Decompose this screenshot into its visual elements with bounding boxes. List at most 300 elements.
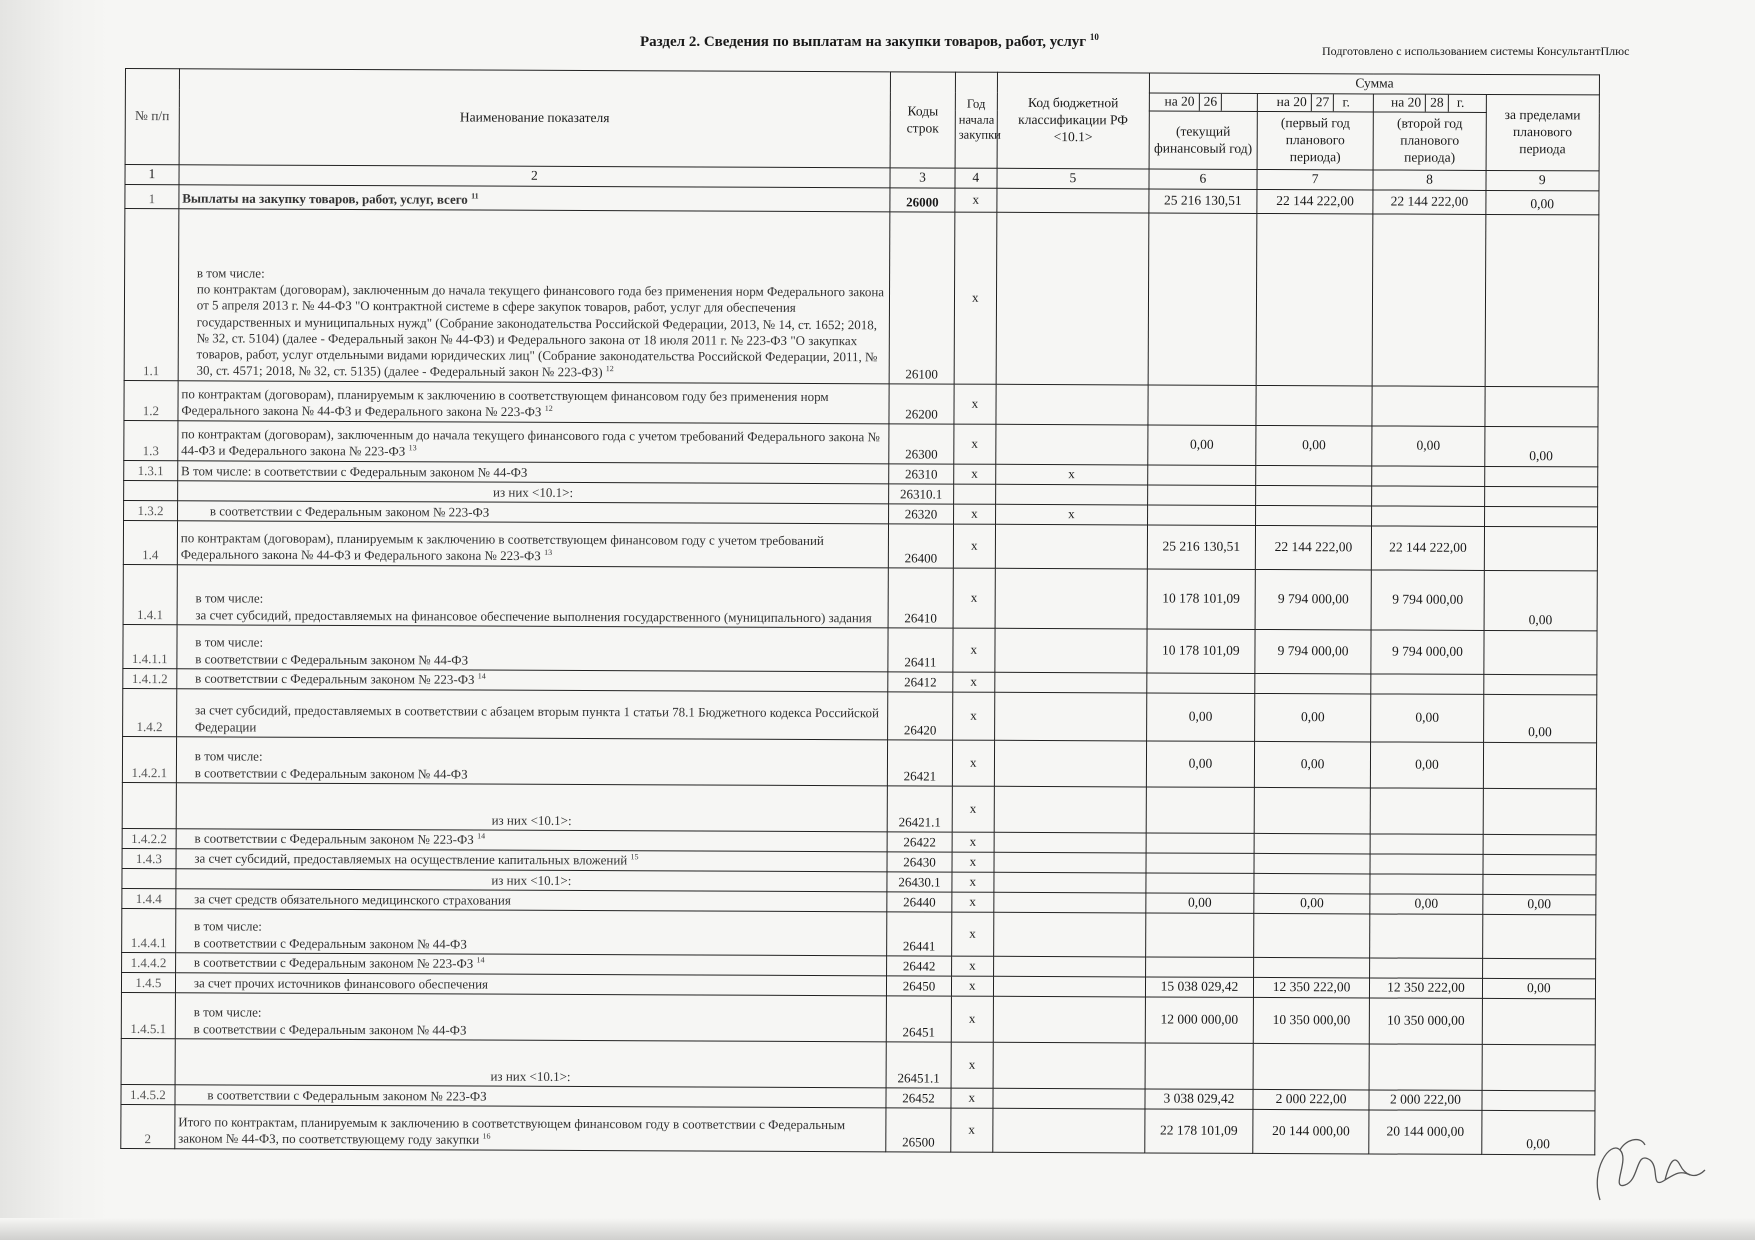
kbk-cell [996,212,1149,385]
col-kbk-header: Код бюджетной классификации РФ <10.1> [997,72,1150,169]
sum-plan-year-2: 20 144 000,00 [1369,1110,1481,1154]
sum-plan-year-1: 12 350 222,00 [1253,977,1370,998]
indicator-name-text: в том числе: в соответствии с Федеральным законом № 44-ФЗ [193,1004,467,1038]
sum-beyond-plan: 0,00 [1485,190,1599,214]
sum-plan-year-2: 9 794 000,00 [1371,570,1483,630]
scan-shadow-bottom [0,1218,1755,1240]
year-3-value: 28 [1426,95,1449,112]
sum-current-year: 3 038 029,42 [1145,1089,1253,1109]
sum-plan-year-2: 22 144 222,00 [1373,190,1485,214]
year-start-cell: x [954,424,996,464]
col-index-9: 9 [1486,170,1599,190]
sum-plan-year-2 [1369,1044,1481,1090]
row-number: 1.4.1.1 [123,624,177,668]
kbk-cell [994,628,1147,673]
sum-plan-year-1 [1253,1043,1370,1090]
footnote-ref: 13 [544,548,553,558]
signature-icon [1580,1130,1710,1210]
indicator-name-text: в том числе: в соответствии с Федеральным законом № 44-ФЗ [193,918,467,952]
year-start-cell: x [951,1088,993,1108]
sum-beyond-plan [1484,486,1597,506]
col-index-2: 2 [179,165,890,188]
sum-current-year: 12 000 000,00 [1145,997,1253,1043]
scan-shadow-left [0,0,110,1240]
indicator-name-text: в том числе: в соответствии с Федеральным законом № 44-ФЗ [194,748,468,782]
sum-current-year [1148,485,1256,505]
table-row [123,564,1597,630]
row-code: 26100 [889,212,955,384]
sum-plan-year-1 [1255,673,1372,694]
year-start-cell: x [952,912,994,956]
sum-plan-year-1: 10 350 000,00 [1253,997,1370,1044]
indicator-name-text: в том числе: в соответствии с Федеральным законом № 44-ФЗ [195,634,469,668]
sum-plan-year-2: 9 794 000,00 [1371,630,1483,674]
row-code: 26430 [887,852,952,872]
table-row [122,908,1596,958]
year-start-cell: x [952,740,994,786]
sum-current-year [1147,673,1255,693]
row-number: 1.4.4.1 [122,908,176,952]
sum-plan-year-2 [1372,486,1484,506]
row-code: 26430.1 [887,872,952,892]
indicator-name [177,521,888,568]
sum-current-year: 25 216 130,51 [1149,189,1257,213]
year-start-cell: x [955,188,997,212]
sum-current-year: 0,00 [1146,893,1254,913]
row-code: 26422 [887,832,952,852]
indicator-name-text: в соответствии с Федеральным законом № 223-ФЗ [207,1086,487,1104]
sum-current-year [1148,465,1256,485]
sum-plan-year-1 [1254,833,1371,854]
row-number: 1.3.1 [124,460,178,480]
sum-beyond-plan [1482,958,1595,978]
table-row [123,624,1597,674]
row-number [124,480,178,500]
table-row [121,1038,1595,1090]
sum-plan-year-1: 0,00 [1254,893,1371,914]
sum-current-year: 25 216 130,51 [1147,525,1255,569]
footnote-ref: 16 [482,1131,491,1141]
sum-beyond-plan [1483,854,1596,874]
kbk-cell [993,1088,1146,1109]
indicator-name-text: за счет субсидий, предоставляемых на осуществление капитальных вложений [194,850,628,868]
sum-plan-year-2: 0,00 [1371,742,1483,788]
table-row [121,992,1595,1044]
indicator-name [177,565,888,628]
row-code: 26411 [888,628,953,672]
section-title-text: Раздел 2. Сведения по выплатам на закупки товаров, работ, услуг [640,34,1087,50]
row-code: 26450 [886,976,951,996]
row-number: 1.4.4 [122,888,176,908]
year-start-cell: x [952,852,994,872]
section-title [640,32,1099,51]
sum-beyond-plan [1483,674,1596,694]
kbk-cell [993,976,1146,997]
table-row [122,736,1596,788]
sum-plan-year-1: 0,00 [1254,741,1371,788]
sum-plan-year-1 [1254,853,1371,874]
row-code: 26451.1 [886,1042,951,1088]
year-1-desc: (текущий финансовый год) [1149,111,1257,169]
kbk-cell: x [995,464,1148,485]
indicator-name-text: в соответствии с Федеральным законом № 223-ФЗ [195,670,475,688]
year-start-cell: x [951,1108,993,1152]
title-footnote: 10 [1089,32,1099,42]
year-3-suffix: г. [1456,94,1465,110]
prepared-note: Подготовлено с использованием системы КонсультантПлюс [1322,44,1630,58]
row-code: 26440 [887,892,952,912]
row-number: 1.4.2.2 [122,828,176,848]
sum-plan-year-2 [1372,466,1484,486]
row-number: 1.4.4.2 [122,952,176,972]
indicator-name-text: за счет прочих источников финансового обеспечения [193,974,489,992]
sum-plan-year-2 [1370,958,1482,978]
sum-beyond-plan [1484,526,1598,570]
indicator-name-text: из них <10.1>: [491,812,572,828]
kbk-cell [993,996,1146,1043]
year-1-value: 26 [1200,94,1223,111]
row-code: 26300 [889,424,954,464]
sum-plan-year-1: 20 144 000,00 [1253,1109,1370,1154]
sum-plan-year-1: 0,00 [1256,425,1373,466]
sum-current-year: 22 178 101,09 [1145,1109,1253,1153]
table-row [124,208,1599,386]
col-index-8: 8 [1373,170,1485,190]
year-start-cell: x [952,872,994,892]
row-number [122,782,176,828]
sum-plan-year-1 [1256,213,1373,386]
col-index-6: 6 [1149,169,1257,189]
indicator-name-text: из них <10.1>: [493,484,574,500]
indicator-name [178,381,889,424]
year-start-cell: x [954,464,996,484]
year-2-prefix: на 20 [1273,94,1312,111]
indicator-name [178,209,890,384]
indicator-name [175,1039,886,1088]
row-code: 26451 [886,996,951,1042]
sum-plan-year-2 [1372,386,1484,426]
footnote-ref: 13 [408,443,417,453]
indicator-name-text: в соответствии с Федеральным законом № 223-ФЗ [194,830,474,848]
kbk-cell [994,692,1147,741]
row-number: 1.2 [124,380,178,420]
kbk-cell [995,424,1148,465]
kbk-cell [993,912,1146,957]
col-index-7: 7 [1257,169,1374,189]
sum-beyond-plan: 0,00 [1482,894,1595,914]
table-row [122,782,1596,834]
row-number [121,1038,175,1084]
year-start-cell: x [952,832,994,852]
row-code: 26410 [888,568,953,628]
indicator-name-text: по контрактам (договорам), планируемым к заключению в соответствующем финансовом году без применения норм Федерального закона № 44-ФЗ и Федерального закона № 223-ФЗ [181,386,829,420]
sum-plan-year-1 [1253,913,1370,958]
sum-beyond-plan: 0,00 [1481,1110,1595,1154]
sum-plan-year-2: 12 350 222,00 [1370,978,1482,998]
table-row [124,380,1598,426]
indicator-name-text: Выплаты на закупку товаров, работ, услуг, всего [182,190,468,208]
row-code: 26320 [889,504,954,524]
kbk-cell [995,568,1148,629]
row-number: 1.4.1.2 [123,668,177,688]
year-2-suffix: г. [1342,94,1350,110]
year-1-suffix [1222,94,1246,111]
kbk-cell [993,892,1146,913]
sum-plan-year-1 [1255,465,1372,486]
sum-beyond-plan: 0,00 [1484,426,1598,466]
row-code: 26452 [886,1088,951,1108]
row-code: 26400 [888,524,953,568]
sum-current-year [1146,913,1254,957]
sum-plan-year-1: 9 794 000,00 [1255,629,1372,674]
row-number: 1.4.5.1 [121,992,175,1038]
sum-current-year [1146,787,1254,833]
sum-plan-year-2 [1371,788,1483,834]
indicator-name [175,1105,886,1152]
indicator-name [179,185,890,212]
kbk-cell [992,1108,1145,1153]
indicator-name [176,783,887,832]
col-name-header: Наименование показателя [179,69,891,168]
year-start-cell: x [952,892,994,912]
row-code: 26412 [888,672,953,692]
sum-current-year [1145,1043,1253,1089]
row-number: 1.1 [124,208,179,380]
year-start-cell: x [952,976,994,996]
footnote-ref: 12 [605,364,614,374]
row-number: 1.4.3 [122,848,176,868]
year-1-prefix: на 20 [1160,94,1199,111]
sum-current-year: 0,00 [1148,425,1256,465]
indicator-name-text: в соответствии с Федеральным законом № 223-ФЗ [209,502,490,520]
sum-beyond-plan [1483,630,1597,674]
row-code: 26200 [889,384,954,424]
sum-plan-year-1 [1255,485,1372,506]
row-number [122,868,176,888]
indicator-name-text: по контрактам (договорам), планируемым к заключению в соответствующем финансовом году с учетом требований Федерального закона № 44-ФЗ и Федерального закона № 223-ФЗ [180,530,824,564]
year-start-cell: x [954,212,996,384]
year-2-header [1257,93,1374,112]
sum-plan-year-1 [1254,787,1371,834]
row-number: 1.4.2.1 [122,736,176,782]
sum-plan-year-1 [1256,385,1373,426]
sum-plan-year-2 [1371,674,1483,694]
sum-beyond-plan [1482,1044,1596,1090]
footnote-ref: 11 [471,191,479,201]
kbk-cell [994,672,1147,693]
row-code: 26310 [889,464,954,484]
sum-plan-year-1 [1254,873,1371,894]
row-code: 26000 [890,188,955,212]
sum-plan-year-2: 0,00 [1370,894,1482,914]
year-3-prefix: на 20 [1387,95,1426,112]
sum-beyond-plan: 0,00 [1484,570,1598,630]
sum-plan-year-2 [1370,854,1482,874]
row-code: 26442 [887,956,952,976]
year-start-cell: x [952,956,994,976]
row-number: 1.4.5.2 [121,1084,175,1104]
indicator-name-text: по контрактам (договорам), заключенным до начала текущего финансового года с учетом требований Федерального закона № 44-ФЗ и Федерального закона № 223-ФЗ [181,426,881,459]
col-code-header: Коды строк [890,72,955,168]
sum-plan-year-2 [1370,874,1482,894]
row-number: 2 [121,1104,175,1148]
col-index-4: 4 [955,168,997,188]
indicator-name-text: В том числе: в соответствии с Федеральным законом № 44-ФЗ [181,462,528,480]
sum-beyond-plan [1482,1090,1595,1110]
sum-current-year [1146,873,1254,893]
kbk-cell [994,740,1147,787]
col-num-header: № п/п [125,69,179,165]
kbk-cell [996,188,1149,213]
indicator-name [177,625,888,672]
sum-plan-year-2 [1373,214,1486,386]
kbk-cell [993,956,1146,977]
sum-beyond-plan [1485,214,1599,386]
sum-beyond-plan [1482,998,1596,1044]
year-start-cell: x [953,568,995,628]
sum-beyond-plan [1484,466,1597,486]
year-start-cell: x [953,672,995,692]
row-code: 26421.1 [887,786,952,832]
table-body [121,184,1599,1154]
table-row [123,688,1597,742]
kbk-cell [993,1042,1146,1089]
year-start-cell: x [951,996,993,1042]
sum-plan-year-2: 2 000 222,00 [1369,1090,1481,1110]
kbk-cell [995,524,1148,569]
indicator-name-text: из них <10.1>: [491,872,572,888]
sum-plan-year-1: 0,00 [1254,693,1371,742]
year-1-header [1149,93,1257,111]
indicator-name [175,993,886,1042]
row-code: 26500 [886,1108,951,1152]
table-row [124,420,1598,466]
sum-beyond-plan: 0,00 [1482,978,1595,998]
sum-current-year: 10 178 101,09 [1147,569,1255,629]
footnote-ref: 15 [630,852,639,862]
row-code: 26310.1 [889,484,954,504]
footnote-ref: 14 [477,671,486,681]
year-start-cell: x [954,504,996,524]
row-code: 26421 [887,740,952,786]
col-index-3: 3 [890,168,955,188]
year-2-value: 27 [1312,94,1335,111]
sum-beyond-plan [1483,742,1597,788]
sum-current-year: 0,00 [1147,693,1255,741]
indicator-name [175,909,886,956]
col-sum-header: Сумма [1149,73,1599,95]
sum-beyond-plan [1483,834,1596,854]
row-code: 26441 [887,912,952,956]
sum-current-year [1148,505,1256,525]
year-2-desc: (первый год планового периода) [1257,111,1374,170]
sum-plan-year-2: 10 350 000,00 [1370,998,1482,1044]
row-number: 1.4 [123,520,177,564]
sum-beyond-plan [1483,788,1597,834]
sum-current-year [1148,213,1256,385]
col-index-5: 5 [997,168,1150,189]
table-row [123,520,1597,570]
table-header [125,69,1599,191]
row-number: 1.4.2 [123,688,177,736]
sum-plan-year-2: 22 144 222,00 [1372,526,1484,570]
sum-plan-year-1: 2 000 222,00 [1253,1089,1370,1110]
footnote-ref: 14 [476,955,485,965]
col-beyond-header: за пределами планового периода [1486,94,1600,170]
table-row [121,1104,1595,1154]
year-start-cell: x [953,628,995,672]
year-start-cell: x [951,1042,993,1088]
indicator-name [178,421,889,464]
sum-plan-year-2: 0,00 [1371,694,1483,742]
col-index-1: 1 [125,165,179,185]
kbk-cell [995,484,1148,505]
kbk-cell: x [995,504,1148,525]
year-start-cell: x [953,692,995,740]
kbk-cell [996,384,1149,425]
indicator-name-text: из них <10.1>: [490,1068,571,1084]
footnote-ref: 12 [544,404,553,414]
indicator-name-text: Итого по контрактам, планируемым к заключению в соответствующем финансовом году в соответствии с Федеральным законом № 44-ФЗ, по соответствующему году закупки [178,1114,846,1148]
year-3-header [1374,94,1486,112]
footnote-ref: 14 [477,831,486,841]
indicator-name-text: за счет средств обязательного медицинского страхования [194,890,511,908]
row-number: 1 [125,184,179,208]
sum-plan-year-1: 22 144 222,00 [1255,525,1372,570]
sum-current-year [1146,833,1254,853]
payments-table [120,68,1600,1155]
sum-beyond-plan: 0,00 [1483,694,1597,742]
year-start-cell: x [954,384,996,424]
sum-plan-year-1: 9 794 000,00 [1255,569,1372,630]
sum-plan-year-1: 22 144 222,00 [1257,189,1374,214]
sum-current-year: 0,00 [1146,741,1254,787]
sum-plan-year-1 [1253,957,1370,978]
sum-plan-year-2 [1370,914,1482,958]
kbk-cell [994,832,1147,853]
year-start-cell: x [952,786,994,832]
year-start-cell [954,484,996,504]
sum-plan-year-2 [1372,506,1484,526]
indicator-name-text: в том числе: за счет субсидий, предоставляемых на финансовое обеспечение выполнения государственного (муниципального) задания [195,590,872,625]
sum-plan-year-1 [1255,505,1372,526]
col-year-start-header: Год начала закупки [955,72,997,168]
payments-table-wrap [120,68,1600,1155]
sum-beyond-plan [1484,506,1597,526]
indicator-name-text: в том числе: по контрактам (договорам), заключенным до начала текущего финансового года без применения норм Федерального закона от 5 апреля 2013 г. № 44-ФЗ "О контрактной системе в сфере закупок товаров, работ, услуг для обеспечения государственных и муниципальных нужд" (Собрание законодательства Российской Федерации, 2013, № 14, ст. 1652; 2018, № 32, ст. 5104) (далее - Федеральный закон № 44-ФЗ) и Федерального закона от 18 июля 2011 г. № 223-ФЗ "О закупках товаров, работ, услуг отдельными видами юридических лиц" (Собрание законодательства Российской Федерации, 2011, № 30, ст. 4571; 2018, № 32, ст. 5135) (далее - Федеральный закон № 223-ФЗ) [196,265,885,380]
indicator-name [176,737,887,786]
sum-plan-year-2: 0,00 [1372,426,1484,466]
kbk-cell [994,786,1147,833]
indicator-name-text: в соответствии с Федеральным законом № 223-ФЗ [193,954,474,972]
indicator-name-text: за счет субсидий, предоставляемых в соответствии с абзацем вторым пункта 1 статьи 78.1 Бюджетного кодекса Российской Федерации [194,702,880,735]
sum-current-year [1146,853,1254,873]
sum-beyond-plan [1482,914,1596,958]
year-start-cell: x [953,524,995,568]
sum-beyond-plan [1485,386,1599,426]
row-number: 1.3.2 [124,500,178,520]
kbk-cell [994,852,1147,873]
kbk-cell [993,872,1146,893]
row-number: 1.4.1 [123,564,177,624]
sum-beyond-plan [1483,874,1596,894]
row-number: 1.3 [124,420,178,460]
sum-current-year: 10 178 101,09 [1147,629,1255,673]
indicator-name [176,689,887,740]
row-number: 1.4.5 [121,972,175,992]
sum-plan-year-2 [1371,834,1483,854]
sum-current-year [1148,385,1256,425]
